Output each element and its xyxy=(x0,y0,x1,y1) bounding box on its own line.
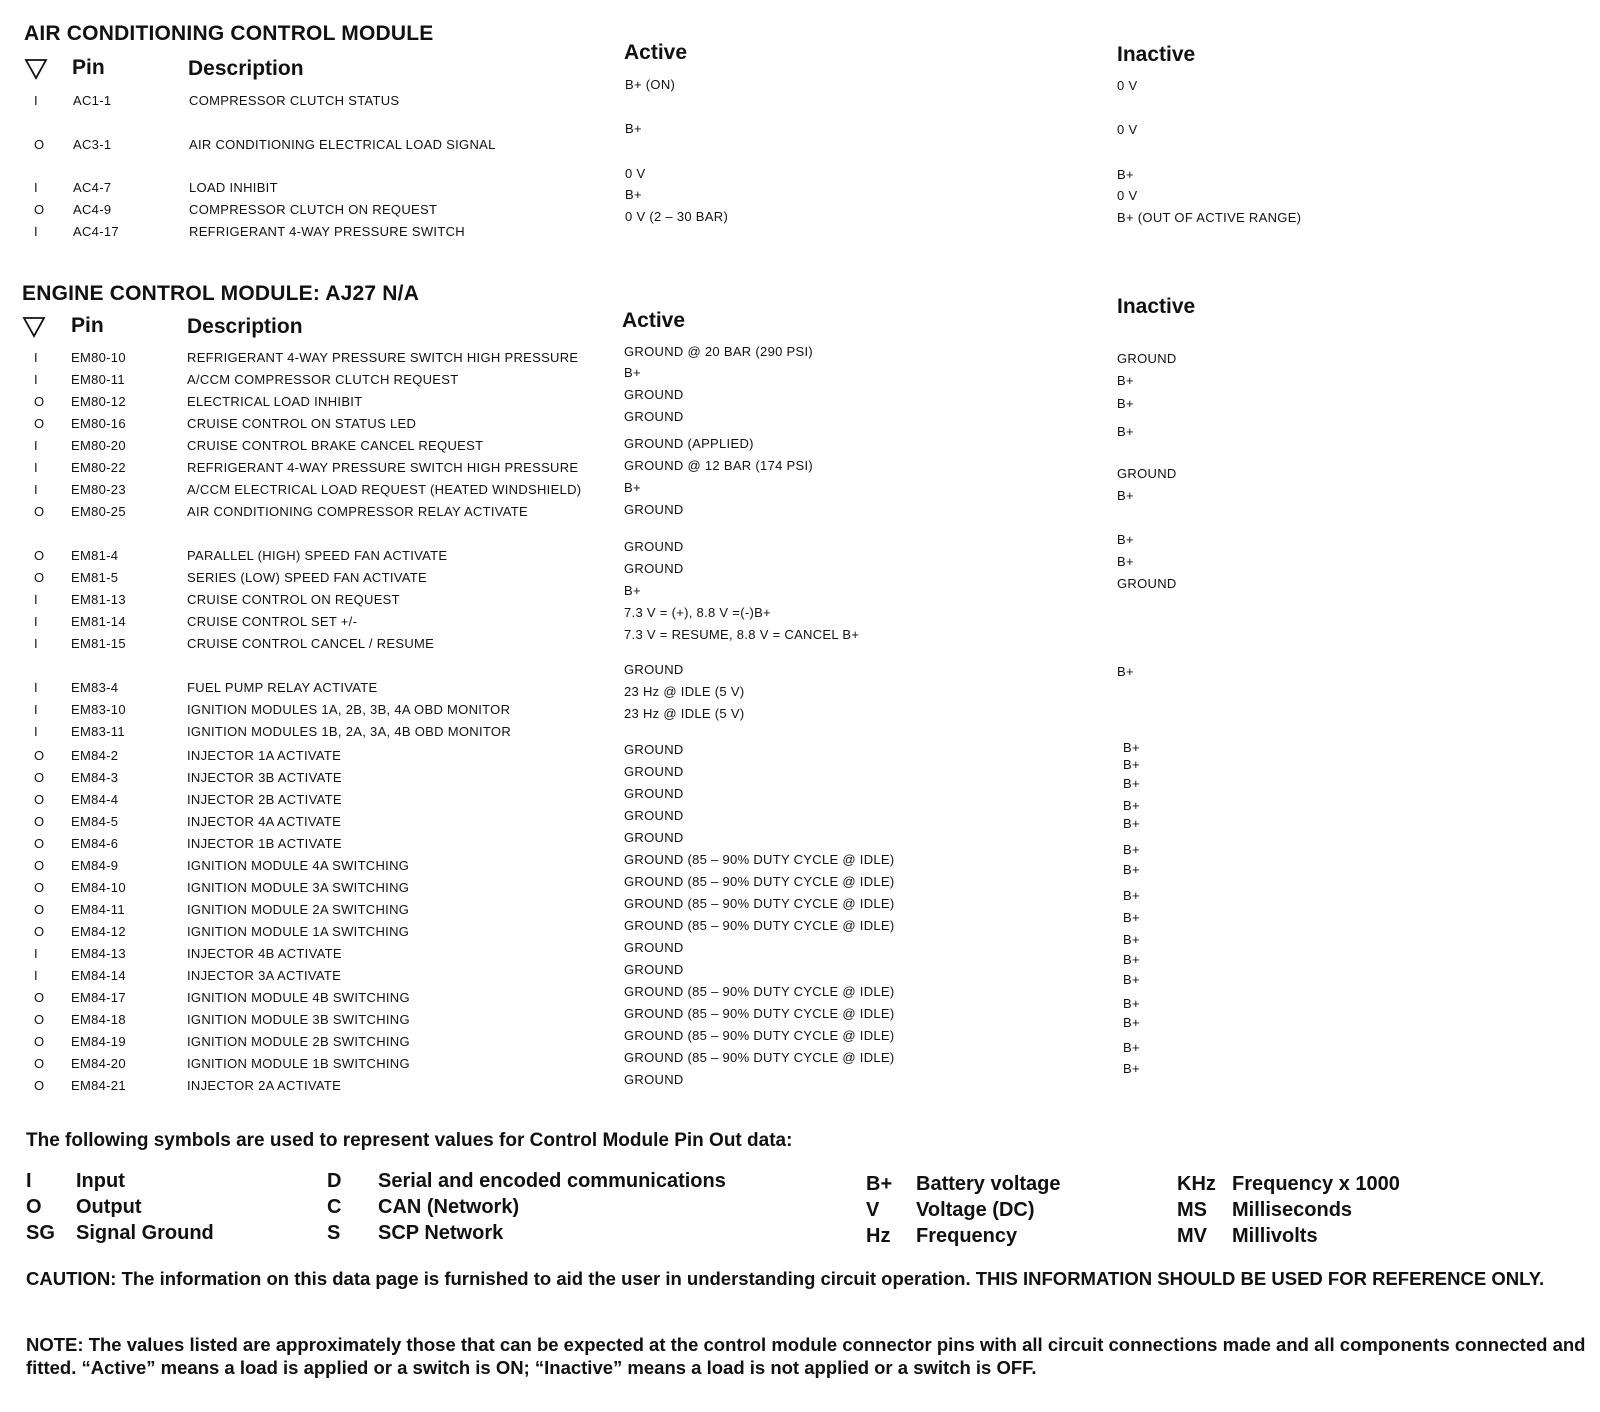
pin-description: INJECTOR 2A ACTIVATE xyxy=(187,1078,342,1093)
ac-section-title: AIR CONDITIONING CONTROL MODULE xyxy=(24,22,434,45)
pin-description: FUEL PUMP RELAY ACTIVATE xyxy=(187,680,378,695)
pin-id: EM84-21 xyxy=(71,1078,126,1093)
pin-description: CRUISE CONTROL ON STATUS LED xyxy=(187,416,417,431)
pin-id: EM80-10 xyxy=(71,350,126,365)
legend-symbol: O xyxy=(26,1196,42,1218)
active-value: 23 Hz @ IDLE (5 V) xyxy=(624,706,745,721)
pin-id: EM80-11 xyxy=(71,372,125,387)
pin-description: AIR CONDITIONING ELECTRICAL LOAD SIGNAL xyxy=(189,137,496,152)
pin-description: IGNITION MODULE 4A SWITCHING xyxy=(187,858,410,873)
inactive-value: B+ xyxy=(1123,798,1140,813)
io-type: O xyxy=(34,836,45,851)
pin-description: INJECTOR 3A ACTIVATE xyxy=(187,968,342,983)
pin-id: EM84-5 xyxy=(71,814,119,829)
pin-id: EM80-25 xyxy=(71,504,126,519)
inactive-value: B+ (OUT OF ACTIVE RANGE) xyxy=(1117,210,1302,225)
io-type: O xyxy=(34,902,45,917)
active-value: B+ xyxy=(625,121,642,136)
active-value: GROUND xyxy=(624,808,684,823)
pin-id: EM84-6 xyxy=(71,836,119,851)
ecm-col-inactive-header: Inactive xyxy=(1117,295,1196,318)
active-value: GROUND (85 – 90% DUTY CYCLE @ IDLE) xyxy=(624,874,895,889)
legend-symbol: I xyxy=(26,1170,32,1192)
active-value: GROUND xyxy=(624,830,684,845)
legend-description: Signal Ground xyxy=(76,1222,214,1244)
active-value: GROUND (85 – 90% DUTY CYCLE @ IDLE) xyxy=(624,852,895,867)
inactive-value: B+ xyxy=(1123,952,1140,967)
io-type: I xyxy=(34,946,38,961)
inactive-value: B+ xyxy=(1123,888,1140,903)
legend-symbol: S xyxy=(327,1222,341,1244)
io-direction-icon xyxy=(24,58,48,80)
pin-description: IGNITION MODULES 1A, 2B, 3B, 4A OBD MONITOR xyxy=(187,702,511,717)
io-type: I xyxy=(34,180,38,195)
active-value: GROUND @ 20 BAR (290 PSI) xyxy=(624,344,814,359)
legend-description: Milliseconds xyxy=(1232,1199,1353,1221)
pin-description: IGNITION MODULE 2B SWITCHING xyxy=(187,1034,410,1049)
legend-description: Voltage (DC) xyxy=(916,1199,1035,1221)
pin-description: PARALLEL (HIGH) SPEED FAN ACTIVATE xyxy=(187,548,448,563)
io-type: O xyxy=(34,548,45,563)
ecm-section-title: ENGINE CONTROL MODULE: AJ27 N/A xyxy=(22,282,420,305)
legend-description: Battery voltage xyxy=(916,1173,1061,1195)
pin-description: CRUISE CONTROL BRAKE CANCEL REQUEST xyxy=(187,438,484,453)
io-type: I xyxy=(34,724,38,739)
io-type: I xyxy=(34,224,38,239)
pin-id: EM83-10 xyxy=(71,702,126,717)
ac-col-description-header: Description xyxy=(188,57,304,80)
legend-description: Serial and encoded communications xyxy=(378,1170,726,1192)
io-type: O xyxy=(34,748,45,763)
ac-col-inactive-header: Inactive xyxy=(1117,43,1196,66)
pin-id: AC3-1 xyxy=(73,137,112,152)
pin-description: LOAD INHIBIT xyxy=(189,180,278,195)
legend-symbol: KHz xyxy=(1177,1173,1216,1195)
pin-description: A/CCM ELECTRICAL LOAD REQUEST (HEATED WINDSHIELD) xyxy=(187,482,582,497)
io-type: I xyxy=(34,614,38,629)
io-type: I xyxy=(34,636,38,651)
pin-id: EM80-16 xyxy=(71,416,126,431)
active-value: GROUND (85 – 90% DUTY CYCLE @ IDLE) xyxy=(624,984,895,999)
io-type: I xyxy=(34,438,38,453)
inactive-value: B+ xyxy=(1123,1061,1140,1076)
inactive-value: GROUND xyxy=(1117,351,1177,366)
pin-id: EM84-18 xyxy=(71,1012,126,1027)
inactive-value: B+ xyxy=(1123,910,1140,925)
pin-description: CRUISE CONTROL ON REQUEST xyxy=(187,592,400,607)
legend-symbol: C xyxy=(327,1196,342,1218)
inactive-value: B+ xyxy=(1117,167,1134,182)
pin-id: EM84-17 xyxy=(71,990,126,1005)
pin-description: CRUISE CONTROL CANCEL / RESUME xyxy=(187,636,435,651)
legend-description: Output xyxy=(76,1196,142,1218)
io-type: O xyxy=(34,570,45,585)
pin-id: EM84-12 xyxy=(71,924,126,939)
io-type: O xyxy=(34,1056,45,1071)
legend-description: Millivolts xyxy=(1232,1225,1318,1247)
io-type: O xyxy=(34,137,45,152)
inactive-value: B+ xyxy=(1117,554,1134,569)
pin-description: CRUISE CONTROL SET +/- xyxy=(187,614,358,629)
active-value: 23 Hz @ IDLE (5 V) xyxy=(624,684,745,699)
pin-id: EM84-20 xyxy=(71,1056,126,1071)
io-type: O xyxy=(34,394,45,409)
caution-text: CAUTION: The information on this data page is furnished to aid the user in understanding circuit operation. THIS INFORMATION SHOULD BE USED FOR REFERENCE ONLY. xyxy=(26,1268,1545,1289)
pin-id: AC4-9 xyxy=(73,202,112,217)
pin-id: EM81-13 xyxy=(71,592,126,607)
pin-id: EM80-20 xyxy=(71,438,126,453)
legend-description: CAN (Network) xyxy=(378,1196,520,1218)
active-value: GROUND xyxy=(624,561,684,576)
inactive-value: B+ xyxy=(1123,1015,1140,1030)
active-value: 7.3 V = RESUME, 8.8 V = CANCEL B+ xyxy=(624,627,860,642)
active-value: GROUND xyxy=(624,940,684,955)
inactive-value: B+ xyxy=(1117,424,1134,439)
active-value: GROUND xyxy=(624,764,684,779)
pin-id: AC4-7 xyxy=(73,180,112,195)
legend-symbol: B+ xyxy=(866,1173,893,1195)
pin-description: SERIES (LOW) SPEED FAN ACTIVATE xyxy=(187,570,427,585)
inactive-value: B+ xyxy=(1123,816,1140,831)
io-type: O xyxy=(34,1034,45,1049)
active-value: GROUND xyxy=(624,962,684,977)
pin-id: EM81-5 xyxy=(71,570,119,585)
note-text: NOTE: The values listed are approximately those that can be expected at the control module connector pins with all circuit connections made and all components connected and fitted. “Active” means a load is applied or a switch is ON; “Inactive” means a load is not applied or a switch is OFF. xyxy=(26,1334,1586,1378)
io-type: O xyxy=(34,792,45,807)
pin-description: INJECTOR 4A ACTIVATE xyxy=(187,814,342,829)
pin-description: INJECTOR 1A ACTIVATE xyxy=(187,748,342,763)
pin-id: EM81-15 xyxy=(71,636,126,651)
active-value: GROUND xyxy=(624,1072,684,1087)
pin-id: AC4-17 xyxy=(73,224,119,239)
legend-symbol: D xyxy=(327,1170,342,1192)
io-type: O xyxy=(34,880,45,895)
inactive-value: 0 V xyxy=(1117,122,1138,137)
pin-description: REFRIGERANT 4-WAY PRESSURE SWITCH xyxy=(189,224,465,239)
active-value: GROUND xyxy=(624,786,684,801)
io-type: I xyxy=(34,482,38,497)
active-value: GROUND (85 – 90% DUTY CYCLE @ IDLE) xyxy=(624,1028,895,1043)
active-value: GROUND (85 – 90% DUTY CYCLE @ IDLE) xyxy=(624,1050,895,1065)
pin-description: REFRIGERANT 4-WAY PRESSURE SWITCH HIGH PRESSURE xyxy=(187,460,579,475)
io-type: I xyxy=(34,93,38,108)
active-value: GROUND xyxy=(624,502,684,517)
inactive-value: B+ xyxy=(1123,842,1140,857)
pin-id: EM83-11 xyxy=(71,724,125,739)
io-type: O xyxy=(34,770,45,785)
pin-id: EM80-23 xyxy=(71,482,126,497)
inactive-value: B+ xyxy=(1123,740,1140,755)
pin-id: EM81-14 xyxy=(71,614,126,629)
pin-id: EM84-13 xyxy=(71,946,126,961)
inactive-value: B+ xyxy=(1123,996,1140,1011)
legend-symbol: V xyxy=(866,1199,880,1221)
legend-description: Frequency xyxy=(916,1225,1018,1247)
inactive-value: 0 V xyxy=(1117,78,1138,93)
pin-description: INJECTOR 3B ACTIVATE xyxy=(187,770,342,785)
io-type: I xyxy=(34,702,38,717)
inactive-value: B+ xyxy=(1123,757,1140,772)
io-type: O xyxy=(34,924,45,939)
active-value: B+ (ON) xyxy=(625,77,676,92)
active-value: GROUND xyxy=(624,409,684,424)
io-type: O xyxy=(34,1078,45,1093)
ecm-col-pin-header: Pin xyxy=(71,314,104,337)
pin-id: EM84-11 xyxy=(71,902,125,917)
pin-id: EM80-22 xyxy=(71,460,126,475)
io-type: I xyxy=(34,460,38,475)
pin-description: IGNITION MODULES 1B, 2A, 3A, 4B OBD MONITOR xyxy=(187,724,512,739)
inactive-value: GROUND xyxy=(1117,576,1177,591)
active-value: 0 V xyxy=(625,166,646,181)
active-value: B+ xyxy=(624,583,641,598)
io-type: I xyxy=(34,592,38,607)
pin-description: INJECTOR 2B ACTIVATE xyxy=(187,792,342,807)
io-type: O xyxy=(34,990,45,1005)
pin-description: AIR CONDITIONING COMPRESSOR RELAY ACTIVATE xyxy=(187,504,529,519)
legend-description: Input xyxy=(76,1170,125,1192)
pin-description: IGNITION MODULE 3B SWITCHING xyxy=(187,1012,410,1027)
inactive-value: B+ xyxy=(1117,396,1134,411)
pin-id: EM84-14 xyxy=(71,968,126,983)
pin-description: IGNITION MODULE 2A SWITCHING xyxy=(187,902,410,917)
pin-id: EM84-19 xyxy=(71,1034,126,1049)
legend-symbol: SG xyxy=(26,1222,55,1244)
pin-description: IGNITION MODULE 1B SWITCHING xyxy=(187,1056,410,1071)
inactive-value: B+ xyxy=(1117,488,1134,503)
active-value: B+ xyxy=(624,480,641,495)
active-value: GROUND @ 12 BAR (174 PSI) xyxy=(624,458,814,473)
io-type: I xyxy=(34,372,38,387)
inactive-value: B+ xyxy=(1117,664,1134,679)
active-value: GROUND (85 – 90% DUTY CYCLE @ IDLE) xyxy=(624,1006,895,1021)
pin-id: EM84-10 xyxy=(71,880,126,895)
legend-description: Frequency x 1000 xyxy=(1232,1173,1400,1195)
io-type: O xyxy=(34,814,45,829)
pin-id: EM84-3 xyxy=(71,770,119,785)
inactive-value: GROUND xyxy=(1117,466,1177,481)
active-value: GROUND xyxy=(624,662,684,677)
inactive-value: B+ xyxy=(1123,1040,1140,1055)
active-value: GROUND xyxy=(624,539,684,554)
legend-title: The following symbols are used to represent values for Control Module Pin Out data: xyxy=(26,1130,793,1151)
io-type: O xyxy=(34,202,45,217)
pin-description: A/CCM COMPRESSOR CLUTCH REQUEST xyxy=(187,372,459,387)
legend-symbol: MS xyxy=(1177,1199,1207,1221)
pin-id: EM84-4 xyxy=(71,792,119,807)
ecm-col-description-header: Description xyxy=(187,315,303,338)
pin-description: IGNITION MODULE 1A SWITCHING xyxy=(187,924,410,939)
legend-symbol: Hz xyxy=(866,1225,891,1247)
io-type: O xyxy=(34,1012,45,1027)
inactive-value: B+ xyxy=(1123,862,1140,877)
io-type: I xyxy=(34,350,38,365)
ac-col-pin-header: Pin xyxy=(72,56,105,79)
ecm-col-active-header: Active xyxy=(622,309,686,332)
legend-symbol: MV xyxy=(1177,1225,1207,1247)
active-value: B+ xyxy=(625,187,642,202)
io-direction-icon xyxy=(22,316,46,338)
pin-description: IGNITION MODULE 3A SWITCHING xyxy=(187,880,410,895)
inactive-value: 0 V xyxy=(1117,188,1138,203)
pin-id: EM84-9 xyxy=(71,858,119,873)
pin-description: REFRIGERANT 4-WAY PRESSURE SWITCH HIGH PRESSURE xyxy=(187,350,579,365)
active-value: GROUND (85 – 90% DUTY CYCLE @ IDLE) xyxy=(624,918,895,933)
legend-description: SCP Network xyxy=(378,1222,504,1244)
active-value: B+ xyxy=(624,365,641,380)
active-value: GROUND xyxy=(624,387,684,402)
inactive-value: B+ xyxy=(1123,972,1140,987)
inactive-value: B+ xyxy=(1123,932,1140,947)
pin-id: EM81-4 xyxy=(71,548,119,563)
io-type: O xyxy=(34,416,45,431)
inactive-value: B+ xyxy=(1123,776,1140,791)
active-value: GROUND xyxy=(624,742,684,757)
io-type: I xyxy=(34,968,38,983)
pin-id: EM80-12 xyxy=(71,394,126,409)
pin-description: ELECTRICAL LOAD INHIBIT xyxy=(187,394,363,409)
io-type: O xyxy=(34,858,45,873)
active-value: 0 V (2 – 30 BAR) xyxy=(625,209,729,224)
io-type: I xyxy=(34,680,38,695)
inactive-value: B+ xyxy=(1117,532,1134,547)
active-value: 7.3 V = (+), 8.8 V =(-)B+ xyxy=(624,605,771,620)
pin-description: INJECTOR 1B ACTIVATE xyxy=(187,836,342,851)
active-value: GROUND (85 – 90% DUTY CYCLE @ IDLE) xyxy=(624,896,895,911)
pin-description: COMPRESSOR CLUTCH STATUS xyxy=(189,93,400,108)
pin-description: COMPRESSOR CLUTCH ON REQUEST xyxy=(189,202,438,217)
pin-id: EM83-4 xyxy=(71,680,119,695)
pin-description: IGNITION MODULE 4B SWITCHING xyxy=(187,990,410,1005)
pin-description: INJECTOR 4B ACTIVATE xyxy=(187,946,342,961)
ac-col-active-header: Active xyxy=(624,41,688,64)
active-value: GROUND (APPLIED) xyxy=(624,436,754,451)
pin-id: EM84-2 xyxy=(71,748,119,763)
pin-id: AC1-1 xyxy=(73,93,112,108)
io-type: O xyxy=(34,504,45,519)
inactive-value: B+ xyxy=(1117,373,1134,388)
